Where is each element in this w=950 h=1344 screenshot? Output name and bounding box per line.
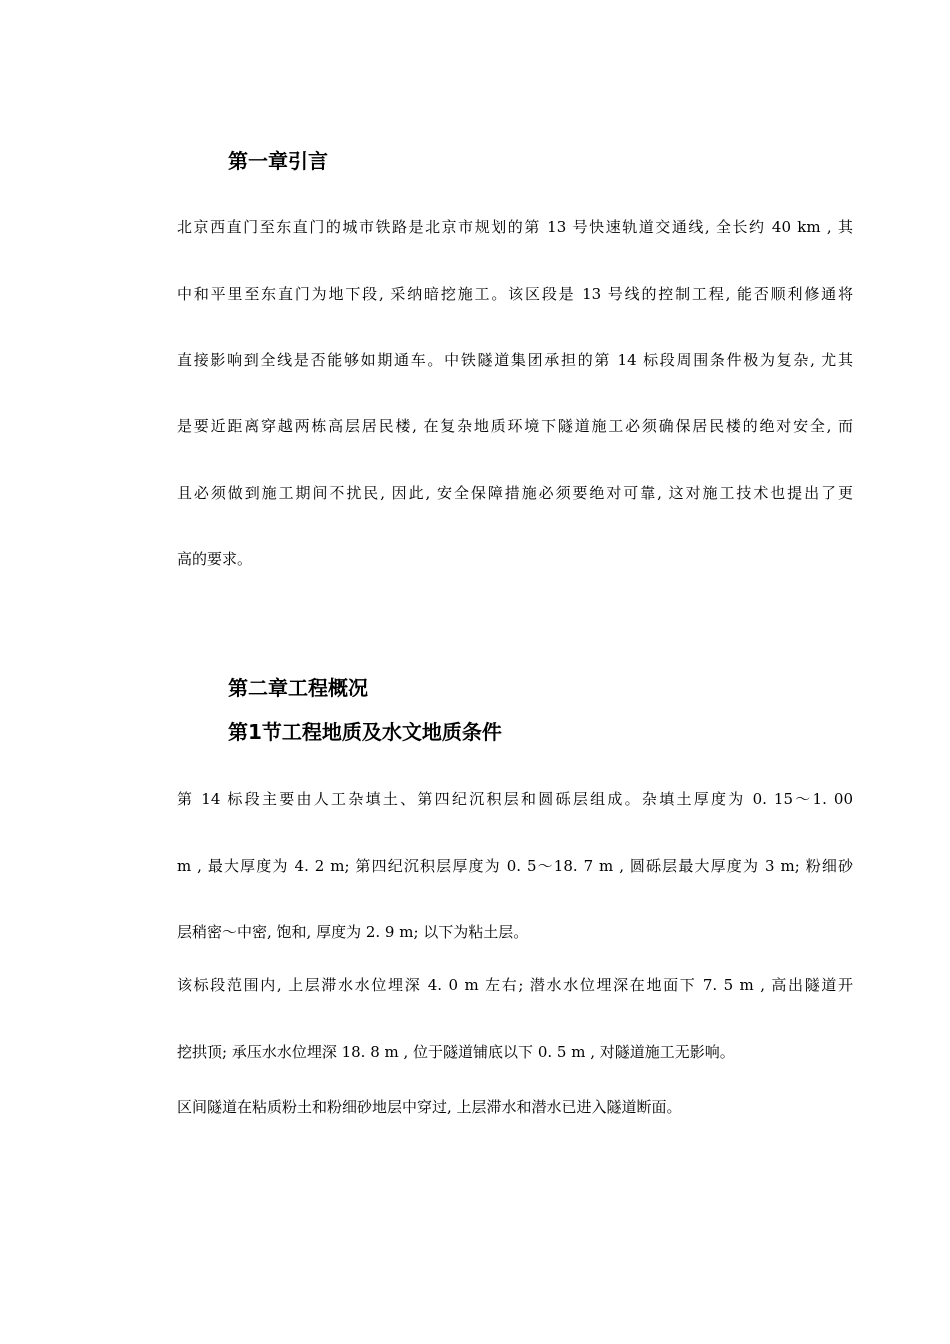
paragraph-line: 该标段范围内, 上层滞水水位埋深 4. 0 m 左右; 潜水水位埋深在地面下 7. 5 m , 高出隧道开 — [177, 976, 853, 994]
paragraph-line: 直接影响到全线是否能够如期通车。中铁隧道集团承担的第 14 标段周围条件极为复杂, 尤其 — [177, 351, 853, 369]
section-1-title: 第1节工程地质及水文地质条件 — [228, 720, 502, 744]
chapter-1-title: 第一章引言 — [228, 149, 328, 173]
paragraph-line: 北京西直门至东直门的城市铁路是北京市规划的第 13 号快速轨道交通线, 全长约 40 km , 其 — [177, 218, 853, 236]
chapter-2-title: 第二章工程概况 — [228, 676, 368, 700]
paragraph-line: 挖拱顶; 承压水水位埋深 18. 8 m , 位于隧道铺底以下 0. 5 m , 对隧道施工无影响。 — [177, 1043, 735, 1061]
paragraph-line: 是要近距离穿越两栋高层居民楼, 在复杂地质环境下隧道施工必须确保居民楼的绝对安全, 而 — [177, 417, 853, 435]
paragraph-line: 层稍密～中密, 饱和, 厚度为 2. 9 m; 以下为粘土层。 — [177, 923, 529, 941]
paragraph-line: m , 最大厚度为 4. 2 m; 第四纪沉积层厚度为 0. 5～18. 7 m , 圆砾层最大厚度为 3 m; 粉细砂 — [177, 857, 853, 875]
paragraph-line: 中和平里至东直门为地下段, 采纳暗挖施工。该区段是 13 号线的控制工程, 能否顺利修通将 — [177, 285, 853, 303]
paragraph-line: 且必须做到施工期间不扰民, 因此, 安全保障措施必须要绝对可靠, 这对施工技术也提出了更 — [177, 484, 853, 502]
paragraph-line: 区间隧道在粘质粉土和粉细砂地层中穿过, 上层滞水和潜水已进入隧道断面。 — [177, 1098, 682, 1116]
paragraph-line: 高的要求。 — [177, 550, 253, 568]
paragraph-line: 第 14 标段主要由人工杂填土、第四纪沉积层和圆砾层组成。杂填土厚度为 0. 15～1. 00 — [177, 790, 853, 808]
